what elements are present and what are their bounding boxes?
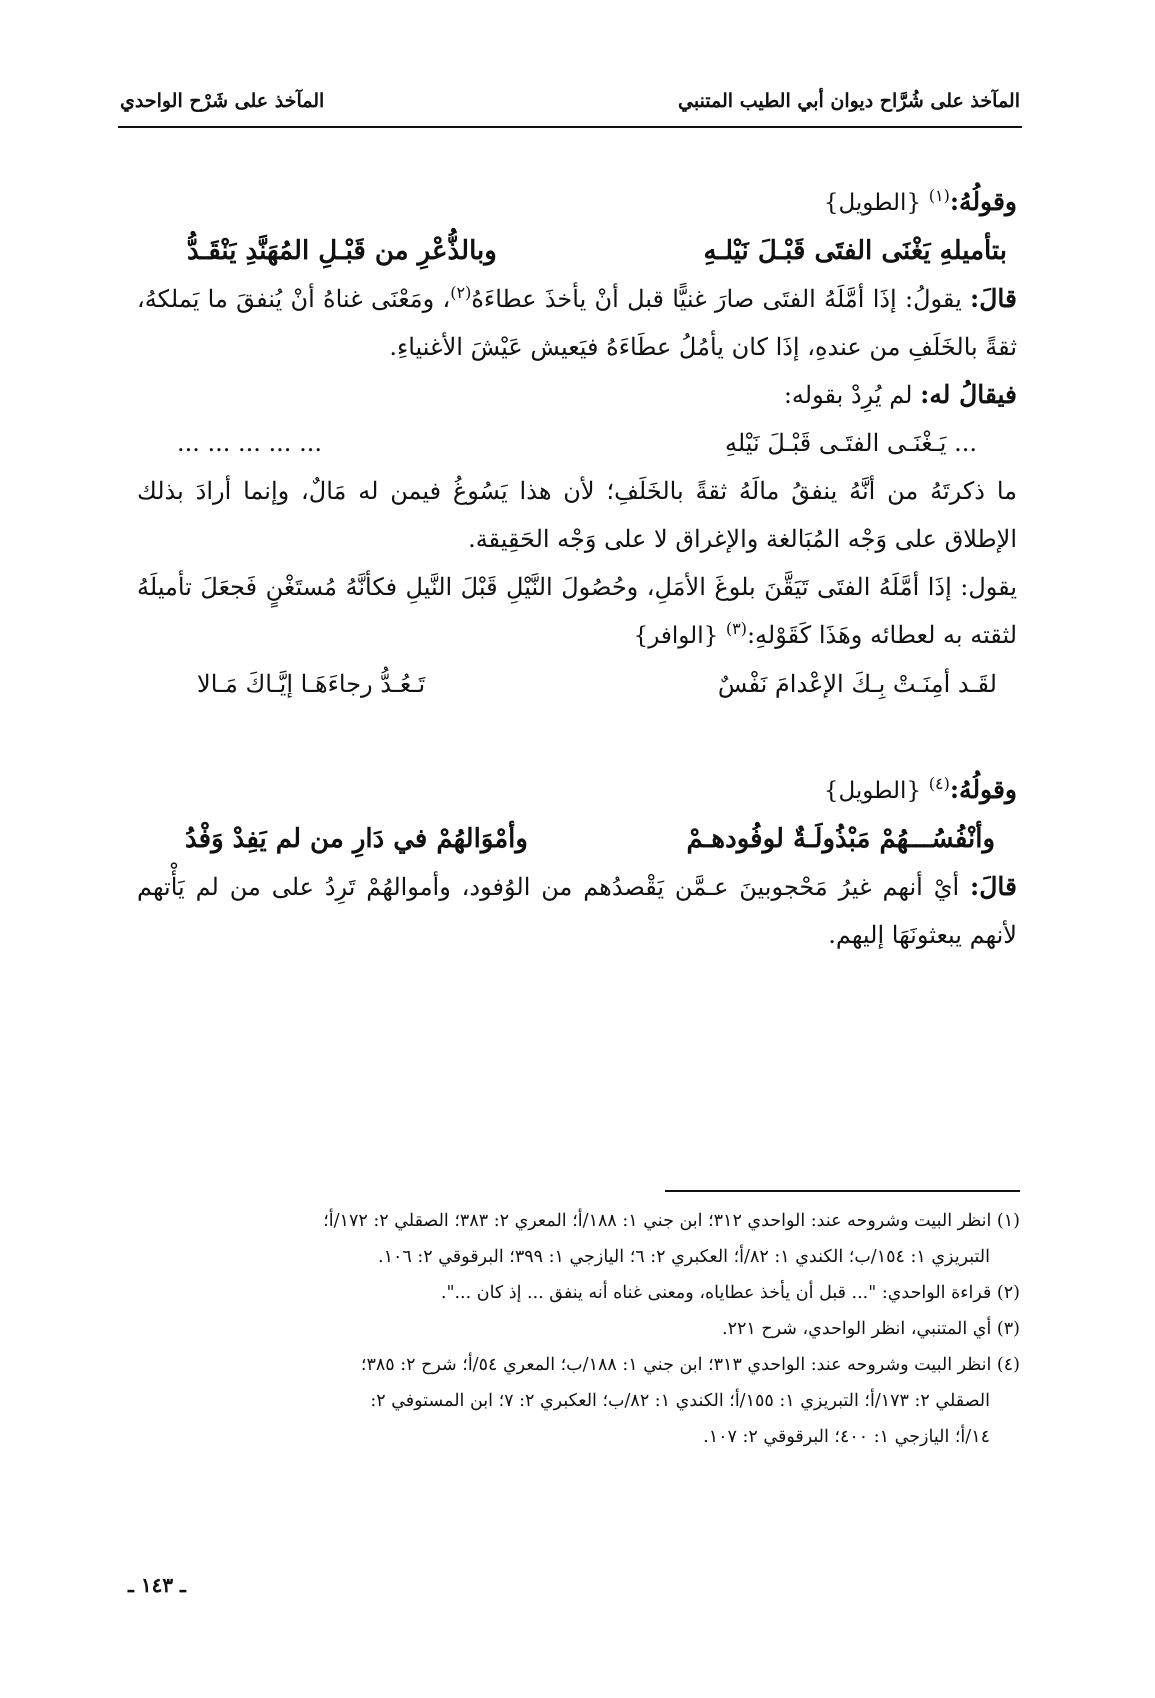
section1-yuqal xyxy=(137,371,1017,419)
quoted-verse-second: ... ... ... ... ... xyxy=(177,429,322,457)
footnote-ref-4: (٤) xyxy=(928,774,950,793)
paragraph-2-meter: {الوافر} xyxy=(633,623,719,649)
footnote-1-continued: التبريزي ١: ١٥٤/ب؛ الكندي ١: ٨٢/أ؛ العكبري ٢: ٦؛ اليازجي ١: ٣٩٩؛ البرقوقي ٢: ١٠٦. xyxy=(377,1247,990,1267)
section1-intro xyxy=(137,178,1017,227)
yuqal-lead: فيقالُ له: xyxy=(920,380,1017,409)
section2-verse-first: وأنْفُسُـــهُمْ مَبْذُولَـةٌ لوفُودهـمْ xyxy=(686,824,995,854)
footnote-1: (١) انظر البيت وشروحه عند: الواحدي ٣١٢؛ ابن جني ١: ١٨٨/أ؛ المعري ٢: ٣٨٣؛ الصقلي ٢: ١٧٢/أ؛ xyxy=(323,1211,1020,1231)
section1-commentary xyxy=(137,275,1017,371)
book-title: المآخذ على شُرَّاح ديوان أبي الطيب المتنبي xyxy=(678,90,1020,112)
quoted-verse-first: ... يَـغْنَـى الفتَـى قَبْـلَ نَيْلهِ xyxy=(724,429,977,457)
qal-lead: قالَ: xyxy=(970,284,1017,313)
yuqal-text: لم يُرِدْ بقوله: xyxy=(783,381,913,409)
verse-second-hemistich: وبالذُّعْرِ من قَبْـلِ المُهَنَّدِ يَنْقَـدُّ xyxy=(187,236,497,266)
section2-verse-second: وأمْوَالهُمْ في دَارِ من لم يَفِدْ وَفْدُ xyxy=(185,824,528,854)
running-head xyxy=(120,90,1020,124)
footnote-ref-1: (١) xyxy=(928,186,950,205)
section1-lead: وقولُهُ: xyxy=(949,187,1017,216)
footnote-4-continued-2: ١٤/أ؛ اليازجي ١: ٤٠٠؛ البرقوقي ٢: ١٠٧. xyxy=(703,1427,990,1447)
section1-paragraph-2 xyxy=(137,563,1017,660)
section1-verse-2 xyxy=(197,660,1017,708)
footnote-4-continued: الصقلي ٢: ١٧٣/أ؛ التبريزي ١: ١٥٥/أ؛ الكندي ١: ٨٢/ب؛ العكبري ٢: ٧؛ ابن المستوفي ٢: xyxy=(370,1391,990,1411)
paragraph-2-text: يقول: إذَا أمَّلَهُ الفتَى تَيَقَّنَ بلوغَ الأمَلِ، وحُصُولَ النَّيْلِ قَبْلَ النَّيلِ فكأنَّهُ مُستَغْنٍ فَجعَلَ تأميلَهُ لثقته به لعطائه وهَذَا كَقَوْلهِ: xyxy=(137,573,1017,649)
footnote-ref-2: (٢) xyxy=(450,283,472,302)
verse-2-first-hemistich: لقَـد أمِنَـتْ بِـكَ الإعْدامَ نَفْسٌ xyxy=(717,670,997,698)
footnote-2: (٢) قراءة الواحدي: "... قبل أن يأخذ عطاياه، ومعنى غناه أنه ينفق ... إذ كان ...". xyxy=(440,1283,1020,1303)
footnote-rule xyxy=(665,1190,1020,1192)
chapter-title: المآخذ على شَرْح الواحدي xyxy=(120,90,325,112)
page-number: ـ ١٤٣ ـ xyxy=(128,1573,186,1597)
section2-meter: {الطويل} xyxy=(823,778,922,804)
footnote-ref-3: (٣) xyxy=(725,619,747,638)
section2-verse xyxy=(185,815,1017,863)
section2-lead: وقولُهُ: xyxy=(949,775,1017,804)
quoted-verse xyxy=(137,419,1017,467)
qal-text-continued: ، ومَعْنَى غناهُ أنْ يُنفقَ ما يَملكهُ، ثقةً بالخَلَفِ من عندهِ، إذَا كان يأمُلُ عطَاءَهُ فيَعيش عَيْشَ الأغنياءِ. xyxy=(137,285,1017,361)
section1-meter: {الطويل} xyxy=(823,190,922,216)
footnote-4: (٤) انظر البيت وشروحه عند: الواحدي ٣١٣؛ ابن جني ١: ١٨٨/ب؛ المعري ٥٤/أ؛ شرح ٢: ٣٨٥؛ xyxy=(360,1355,1020,1375)
main-text xyxy=(137,178,1017,959)
verse-first-hemistich: بتأميلهِ يَغْنَى الفتَى قَبْـلَ نَيْلـهِ xyxy=(703,236,1007,266)
section2-qal-lead: قالَ: xyxy=(970,872,1017,901)
section2-intro xyxy=(137,766,1017,815)
section-gap xyxy=(137,708,1017,766)
section2-qal-text: أيْ أنهم غيرُ مَحْجوبينَ عـمَّن يَقْصدُهم من الوُفود، وأموالهُمْ تَرِدُ على من لم يَأْتهم لأنهم يبعثونَهَا إليهم. xyxy=(137,873,1017,949)
qal-text: يقولُ: إذَا أمَّلَهُ الفتَى صارَ غنيًّا قبل أنْ يأخذَ عطاءَهُ xyxy=(471,285,962,313)
header-rule xyxy=(118,126,1022,128)
verse-2-second-hemistich: تَـعُـدُّ رجاءَهَـا إيَّـاكَ مَـالا xyxy=(197,670,426,698)
section1-verse xyxy=(187,227,1017,275)
footnote-3: (٣) أي المتنبي، انظر الواحدي، شرح ٢٢١. xyxy=(722,1319,1020,1339)
section1-paragraph-1: ما ذكرتَهُ من أنَّهُ ينفقُ مالَهُ ثقةً بالخَلَفِ؛ لأن هذا يَسُوغُ فيمن له مَالٌ، وإنما أرادَ بذلك الإطلاق على وَجْه المُبَالغة والإغراق لا على وَجْه الحَقِيقة. xyxy=(137,477,1017,553)
section2-commentary xyxy=(137,863,1017,959)
footnotes xyxy=(135,1203,1020,1455)
